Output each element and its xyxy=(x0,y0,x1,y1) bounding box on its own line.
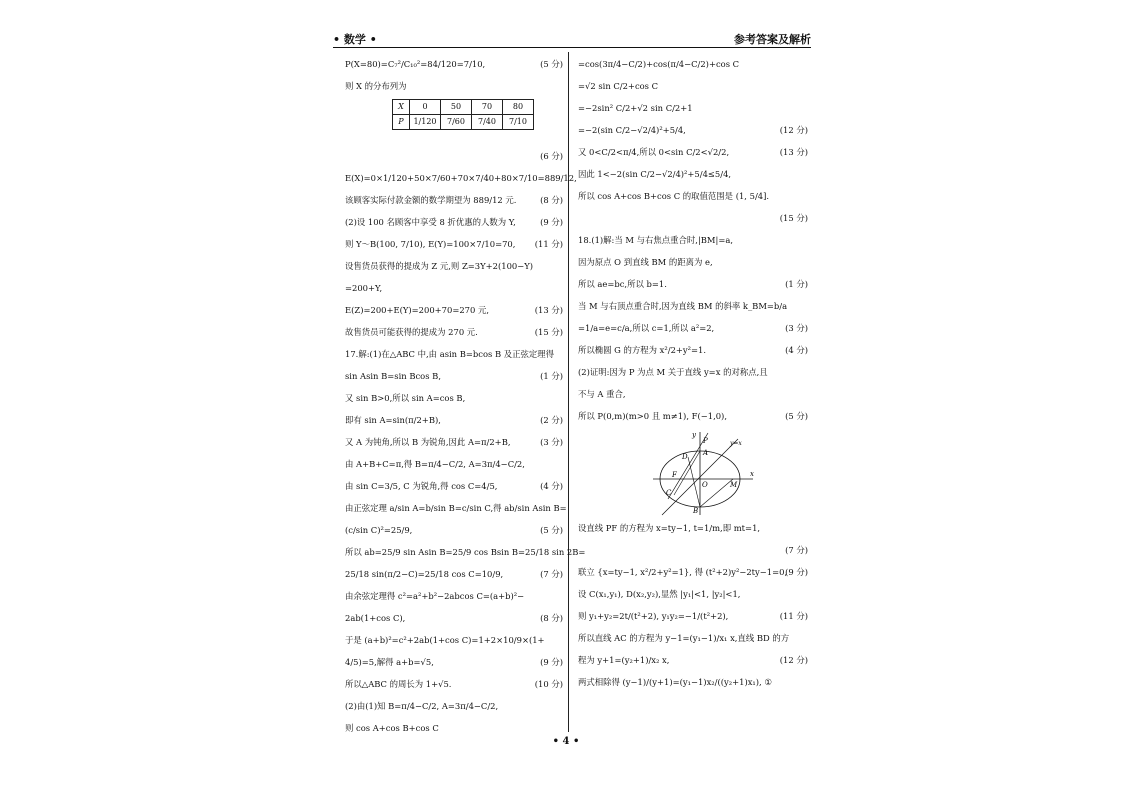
score-label: (11 分) xyxy=(534,239,563,249)
solution-line xyxy=(345,213,563,235)
solution-line xyxy=(578,143,808,165)
score-label: (4 分) xyxy=(785,345,808,355)
table-cell: P xyxy=(393,115,410,130)
score-label: (7 分) xyxy=(540,569,563,579)
line-text: 所以△ABC 的周长为 1+√5. xyxy=(345,679,452,689)
table-cell: 70 xyxy=(472,100,503,115)
line-text: 所以 ab=25/9 sin Asin B=25/9 cos Bsin B=25/18 sin 2B= xyxy=(345,547,586,557)
label-a: A xyxy=(703,449,709,457)
score-label: (6 分) xyxy=(540,151,563,161)
line-text: (2)由(1)知 B=π/4−C/2, A=3π/4−C/2, xyxy=(345,701,499,711)
solution-line xyxy=(578,253,808,275)
solution-line xyxy=(345,587,563,609)
score-label: (12 分) xyxy=(779,655,808,665)
label-x-axis: x xyxy=(750,470,754,478)
label-p: P xyxy=(703,437,708,445)
score-label: (10 分) xyxy=(534,679,563,689)
line-text: =1/a=e=c/a,所以 c=1,所以 a²=2, xyxy=(578,323,715,333)
ellipse-figure xyxy=(578,429,808,519)
subject-label: • 数学 • xyxy=(333,33,377,46)
solution-line xyxy=(578,55,808,77)
solution-line xyxy=(578,297,808,319)
line-text: sin Asin B=sin Bcos B, xyxy=(345,371,441,381)
line-text: 程为 y+1=(y₂+1)/x₂ x, xyxy=(578,655,670,665)
solution-line xyxy=(578,385,808,407)
solution-line xyxy=(578,121,808,143)
line-text: 2ab(1+cos C), xyxy=(345,613,406,623)
solution-line xyxy=(578,629,808,651)
line-text: 则 Y～B(100, 7/10), E(Y)=100×7/10=70, xyxy=(345,239,516,249)
solution-line xyxy=(345,499,567,521)
solution-line xyxy=(345,257,563,279)
label-c: C xyxy=(666,489,672,497)
solution-line xyxy=(345,367,563,389)
ellipse-diagram xyxy=(648,429,758,517)
left-column xyxy=(345,55,586,741)
solution-line xyxy=(578,77,808,99)
score-label: (3 分) xyxy=(540,437,563,447)
line-text: 因此 1<−2(sin C/2−√2/4)²+5/4≤5/4, xyxy=(578,169,732,179)
line-text: 由 sin C=3/5, C 为锐角,得 cos C=4/5, xyxy=(345,481,498,491)
solution-line xyxy=(578,673,808,695)
page-header xyxy=(333,31,811,47)
solution-line xyxy=(345,389,563,411)
label-b: B xyxy=(693,507,699,515)
table-cell: 7/40 xyxy=(472,115,503,130)
solution-line xyxy=(345,653,563,675)
line-text: 18.(1)解:当 M 与右焦点重合时,|BM|=a, xyxy=(578,235,733,245)
solution-line xyxy=(578,563,808,585)
solution-line xyxy=(578,607,808,629)
right-column-top xyxy=(578,55,808,429)
solution-line xyxy=(578,275,808,297)
solution-line xyxy=(345,279,563,301)
solution-line xyxy=(578,519,808,541)
line-text: 又 A 为钝角,所以 B 为锐角,因此 A=π/2+B, xyxy=(345,437,511,447)
table-cell: 7/10 xyxy=(503,115,534,130)
line-text: 由余弦定理得 c²=a²+b²−2abcos C=(a+b)²− xyxy=(345,591,525,601)
column-divider xyxy=(568,52,569,732)
score-label: (15 分) xyxy=(534,327,563,337)
line-text: 设售货员获得的提成为 Z 元,则 Z=3Y+2(100−Y) xyxy=(345,261,534,271)
solution-line xyxy=(578,341,808,363)
label-f: F xyxy=(672,471,677,479)
line-bd xyxy=(688,457,700,507)
solution-line xyxy=(345,235,563,257)
line-text: 则 X 的分布列为 xyxy=(345,81,407,91)
table-cell: 0 xyxy=(410,100,441,115)
line-text: (2)设 100 名顾客中享受 8 折优惠的人数为 Y, xyxy=(345,217,516,227)
line-text: =cos(3π/4−C/2)+cos(π/4−C/2)+cos C xyxy=(578,59,740,69)
line-text: 4/5)=5,解得 a+b=√5, xyxy=(345,657,434,667)
line-text: =200+Y, xyxy=(345,283,383,293)
line-text: 于是 (a+b)²=c²+2ab(1+cos C)=1+2×10/9×(1+ xyxy=(345,635,545,645)
line-text: 联立 {x=ty−1, x²/2+y²=1}, 得 (t²+2)y²−2ty−1=0, xyxy=(578,567,788,577)
line-text: 则 cos A+cos B+cos C xyxy=(345,723,439,733)
line-text: 不与 A 重合, xyxy=(578,389,626,399)
solution-line xyxy=(345,345,563,367)
solution-line xyxy=(345,191,563,213)
solution-line xyxy=(578,165,808,187)
table-cell: X xyxy=(393,100,410,115)
line-text: 25/18 sin(π/2−C)=25/18 cos C=10/9, xyxy=(345,569,504,579)
label-line-y-eq-x: y=x xyxy=(730,440,742,447)
line-text: =√2 sin C/2+cos C xyxy=(578,81,659,91)
right-column-bottom xyxy=(578,519,808,695)
score-label: (8 分) xyxy=(540,195,563,205)
line-text: 设直线 PF 的方程为 x=ty−1, t=1/m,即 mt=1, xyxy=(578,523,761,533)
label-d: D xyxy=(682,453,688,461)
table-cell: 50 xyxy=(441,100,472,115)
line-text: 又 sin B>0,所以 sin A=cos B, xyxy=(345,393,466,403)
score-label: (11 分) xyxy=(779,611,808,621)
solution-line xyxy=(578,585,808,607)
line-text: 所以直线 AC 的方程为 y−1=(y₁−1)/x₁ x,直线 BD 的方 xyxy=(578,633,790,643)
score-label: (9 分) xyxy=(785,567,808,577)
solution-line xyxy=(345,609,563,631)
header-rule xyxy=(333,47,811,48)
section-title: 参考答案及解析 xyxy=(734,33,811,46)
label-o: O xyxy=(702,481,708,489)
line-text: (c/sin C)²=25/9, xyxy=(345,525,413,535)
solution-line xyxy=(345,565,563,587)
label-m: M xyxy=(730,481,738,489)
solution-line xyxy=(345,543,586,565)
table-cell: 80 xyxy=(503,100,534,115)
solution-line xyxy=(345,147,563,169)
table-row xyxy=(393,115,534,130)
score-label: (5 分) xyxy=(540,59,563,69)
line-text: 由 A+B+C=π,得 B=π/4−C/2, A=3π/4−C/2, xyxy=(345,459,525,469)
score-label: (9 分) xyxy=(540,217,563,227)
line-text: =−2(sin C/2−√2/4)²+5/4, xyxy=(578,125,686,135)
table-cell: 7/60 xyxy=(441,115,472,130)
line-text: 当 M 与右顶点重合时,因为直线 BM 的斜率 k_BM=b/a xyxy=(578,301,788,311)
solution-line xyxy=(345,477,563,499)
solution-line xyxy=(345,631,563,653)
line-text: E(Z)=200+E(Y)=200+70=270 元, xyxy=(345,305,490,315)
solution-line xyxy=(345,301,563,323)
score-label: (12 分) xyxy=(779,125,808,135)
right-column xyxy=(578,55,808,695)
table-cell: 1/120 xyxy=(410,115,441,130)
score-label: (9 分) xyxy=(540,657,563,667)
solution-line xyxy=(345,697,563,719)
solution-line xyxy=(345,521,563,543)
line-text: 即有 sin A=sin(π/2+B), xyxy=(345,415,441,425)
solution-line xyxy=(345,77,563,99)
score-label: (8 分) xyxy=(540,613,563,623)
solution-line xyxy=(578,651,808,673)
solution-line xyxy=(578,363,808,385)
solution-line xyxy=(578,209,808,231)
solution-line xyxy=(345,433,563,455)
solution-line xyxy=(578,187,808,209)
line-text: 该顾客实际付款金额的数学期望为 889/12 元. xyxy=(345,195,517,205)
solution-line xyxy=(578,541,808,563)
solution-line xyxy=(345,55,563,77)
solution-line xyxy=(578,407,808,429)
line-text: 因为原点 O 到直线 BM 的距离为 e, xyxy=(578,257,713,267)
line-text: 所以 P(0,m)(m>0 且 m≠1), F(−1,0), xyxy=(578,411,727,421)
distribution-table-wrap xyxy=(345,99,563,147)
page-number: • 4 • xyxy=(552,736,580,747)
score-label: (5 分) xyxy=(785,411,808,421)
line-text: 所以 ae=bc,所以 b=1. xyxy=(578,279,667,289)
line-text: 所以椭圆 G 的方程为 x²/2+y²=1. xyxy=(578,345,707,355)
score-label: (7 分) xyxy=(785,545,808,555)
score-label: (13 分) xyxy=(779,147,808,157)
line-text: 则 y₁+y₂=2t/(t²+2), y₁y₂=−1/(t²+2), xyxy=(578,611,729,621)
solution-line xyxy=(345,411,563,433)
line-text: 设 C(x₁,y₁), D(x₂,y₂),显然 |y₁|<1, |y₂|<1, xyxy=(578,589,741,599)
line-text: 由正弦定理 a/sin A=b/sin B=c/sin C,得 ab/sin Asin B= xyxy=(345,503,567,513)
score-label: (2 分) xyxy=(540,415,563,425)
score-label: (1 分) xyxy=(785,279,808,289)
solution-line xyxy=(578,319,808,341)
solution-line xyxy=(345,169,577,191)
line-text: (2)证明:因为 P 为点 M 关于直线 y=x 的对称点,且 xyxy=(578,367,768,377)
solution-line xyxy=(345,323,563,345)
score-label: (3 分) xyxy=(785,323,808,333)
line-text: 17.解:(1)在△ABC 中,由 asin B=bcos B 及正弦定理得 xyxy=(345,349,555,359)
line-text: 故售货员可能获得的提成为 270 元. xyxy=(345,327,478,337)
solution-line xyxy=(345,455,563,477)
score-label: (1 分) xyxy=(540,371,563,381)
line-text: 所以 cos A+cos B+cos C 的取值范围是 (1, 5/4]. xyxy=(578,191,770,201)
line-text: 两式相除得 (y−1)/(y+1)=(y₁−1)x₂/((y₂+1)x₁), ① xyxy=(578,677,772,687)
score-label: (15 分) xyxy=(779,213,808,223)
table-row xyxy=(393,100,534,115)
line-text: 又 0<C/2<π/4,所以 0<sin C/2<√2/2, xyxy=(578,147,730,157)
solution-line xyxy=(578,231,808,253)
solution-line xyxy=(345,675,563,697)
label-y-axis: y xyxy=(692,431,696,439)
score-label: (13 分) xyxy=(534,305,563,315)
score-label: (5 分) xyxy=(540,525,563,535)
line-text: =−2sin² C/2+√2 sin C/2+1 xyxy=(578,103,693,113)
line-text: P(X=80)=C₇²/C₁₀²=84/120=7/10, xyxy=(345,59,486,69)
solution-line xyxy=(578,99,808,121)
score-label: (4 分) xyxy=(540,481,563,491)
line-text: E(X)=0×1/120+50×7/60+70×7/40+80×7/10=889/12, xyxy=(345,173,577,183)
distribution-table xyxy=(392,99,534,130)
